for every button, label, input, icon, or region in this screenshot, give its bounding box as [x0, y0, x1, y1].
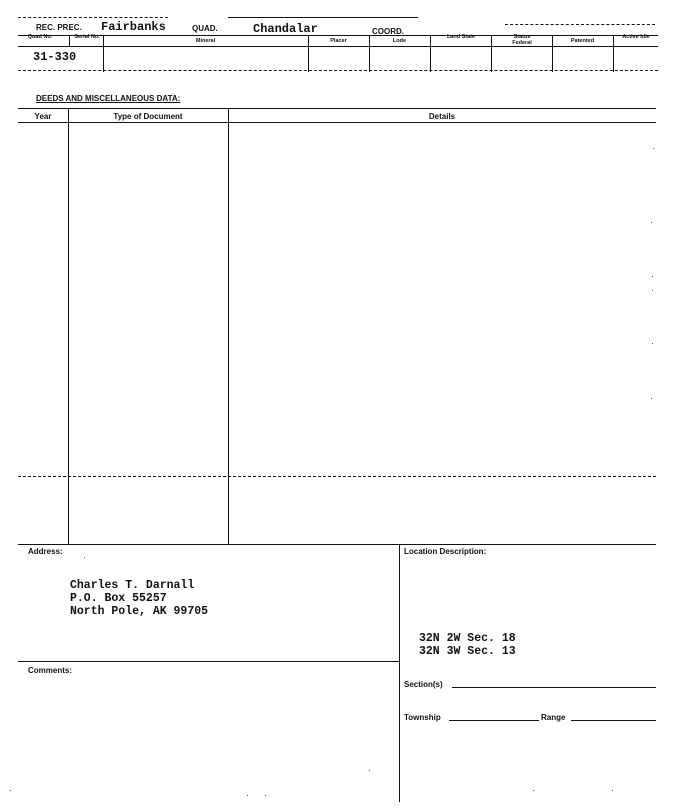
address-line-city: North Pole, AK 99705 [70, 605, 209, 618]
quad-serial-value: 31-330 [33, 50, 77, 64]
deeds-table-bottom-rule [18, 544, 656, 545]
header-top-rule [228, 17, 418, 18]
record-table-bottom-dash [18, 70, 658, 71]
address-label: Address: [28, 547, 63, 556]
quad-value: Chandalar [253, 22, 318, 36]
location-line-2: 32N 3W Sec. 13 [419, 645, 516, 658]
coord-label: COORD. [372, 27, 404, 36]
rec-prec-label: REC. PREC. [36, 23, 82, 32]
deeds-col-type: Type of Document [113, 112, 183, 121]
scan-speck [533, 790, 534, 791]
scan-speck [652, 343, 653, 344]
col-header-serial-no: Serial No. [74, 34, 100, 40]
col-divider-5 [430, 35, 431, 72]
location-description-label: Location Description: [404, 547, 487, 556]
scan-speck [10, 790, 11, 791]
section-underline [452, 687, 656, 688]
col-divider-1 [69, 35, 70, 46]
lower-center-divider [399, 544, 400, 802]
quad-label: QUAD. [192, 24, 218, 33]
range-underline [571, 720, 656, 721]
col-header-land-state: Land State [446, 34, 476, 40]
township-underline [449, 720, 539, 721]
col-divider-8 [613, 35, 614, 72]
location-line-1: 32N 2W Sec. 18 [419, 632, 516, 645]
scan-speck [652, 290, 653, 291]
col-header-lode: Lode [392, 38, 407, 44]
col-header-placer: Placer [330, 38, 347, 44]
deeds-col-divider-1 [68, 108, 69, 544]
scan-speck [651, 222, 652, 223]
scan-speck [84, 557, 85, 558]
scan-speck [247, 795, 248, 796]
address-bottom-rule [18, 661, 399, 662]
scan-speck [369, 770, 370, 771]
township-label: Township [404, 713, 441, 722]
header-top-dash [18, 17, 168, 18]
col-header-mineral: Mineral [195, 38, 216, 44]
comments-label: Comments: [28, 666, 73, 675]
address-line-po-box: P.O. Box 55257 [70, 592, 167, 605]
record-table-top-rule [18, 35, 658, 36]
range-label: Range [541, 713, 566, 722]
deeds-table-header-rule [18, 122, 656, 123]
record-table-header-rule [18, 46, 658, 47]
header-coord-dash [505, 24, 655, 25]
deeds-col-year: Year [34, 112, 52, 121]
address-line-name: Charles T. Darnall [70, 579, 195, 592]
scan-speck [653, 148, 654, 149]
deeds-table-dash-rule [18, 476, 656, 477]
col-header-active-idle: Active Idle [622, 34, 650, 40]
scan-speck [265, 795, 266, 796]
col-header-quad-no: Quad No. [27, 34, 53, 40]
deeds-section-title: DEEDS AND MISCELLANEOUS DATA: [36, 94, 181, 103]
col-header-patented: Patented [570, 38, 595, 44]
scan-speck [652, 276, 653, 277]
scan-speck [651, 398, 652, 399]
scan-speck [612, 790, 613, 791]
section-label: Section(s) [404, 680, 443, 689]
col-header-status-federal: Status Federal [512, 34, 532, 46]
col-divider-6 [491, 35, 492, 72]
deeds-col-details: Details [428, 112, 456, 121]
deeds-table-top-rule [18, 108, 656, 109]
rec-prec-value: Fairbanks [101, 20, 166, 34]
deeds-col-divider-2 [228, 108, 229, 544]
